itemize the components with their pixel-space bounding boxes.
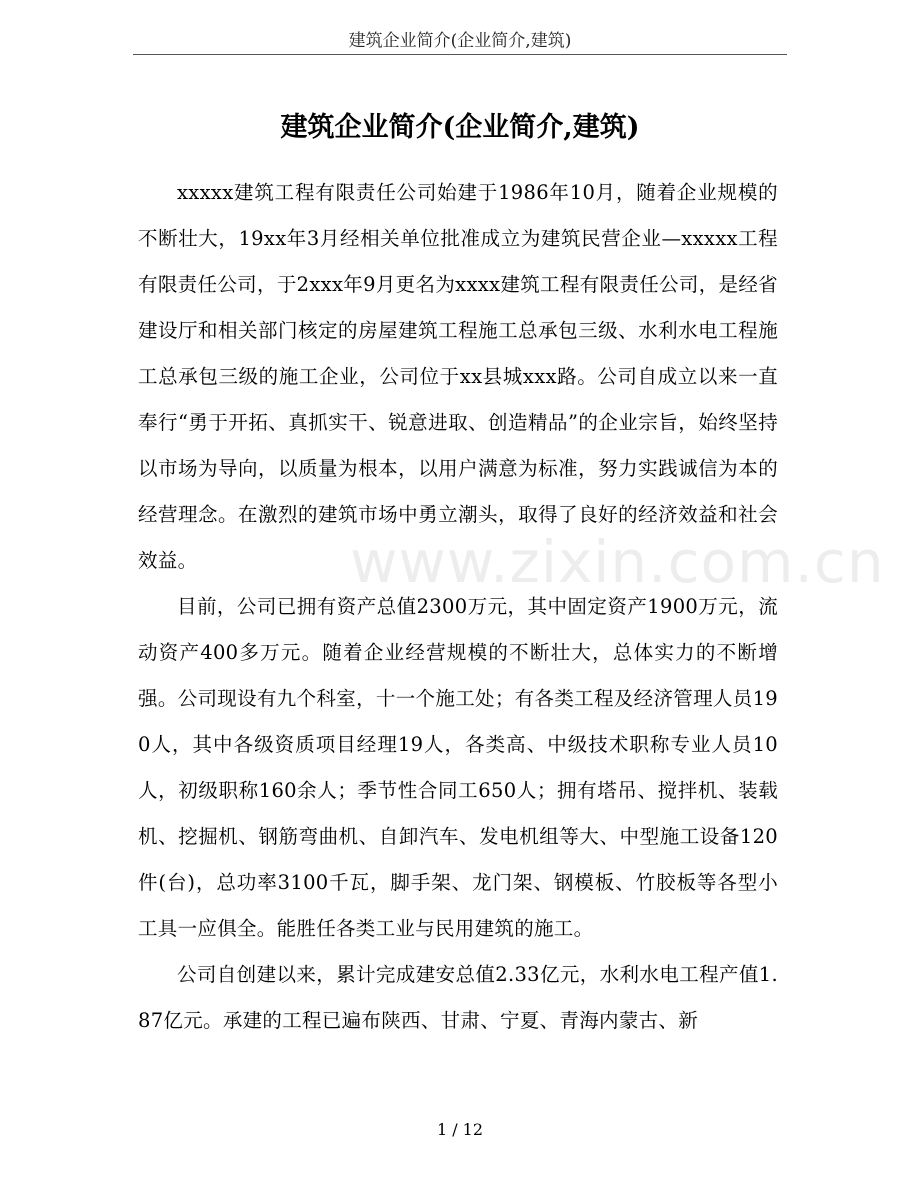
document-body bbox=[138, 170, 778, 1044]
running-header: 建筑企业简介(企业简介,建筑) bbox=[348, 31, 572, 51]
paragraph-2: 目前，公司已拥有资产总值2300万元，其中固定资产1900万元，流动资产400多万元。随着企业经营规模的不断壮大，总体实力的不断增强。公司现设有九个科室，十一个施工处；有各类工程及经济管理人员190人，其中各级资质项目经理19人，各类高、中级技术职称专业人员10人，初级职称160余人；季节性合同工650人；拥有塔吊、搅拌机、装载机、挖掘机、钢筋弯曲机、自卸汽车、发电机组等大、中型施工设备120件(台)，总功率3100千瓦，脚手架、龙门架、钢模板、竹胶板等各型小工具一应俱全。能胜任各类工业与民用建筑的施工。 bbox=[138, 595, 778, 940]
paragraph-1: xxxxx建筑工程有限责任公司始建于1986年10月，随着企业规模的不断壮大，19xx年3月经相关单位批准成立为建筑民营企业—xxxxx工程有限责任公司，于2xxx年9月更名为xxxx建筑工程有限责任公司，是经省建设厅和相关部门核定的房屋建筑工程施工总承包三级、水利水电工程施工总承包三级的施工企业，公司位于xx县城xxx路。公司自成立以来一直奉行“勇于开拓、真抓实干、锐意进取、创造精品”的企业宗旨，始终坚持以市场为导向，以质量为根本，以用户满意为标准，努力实践诚信为本的经营理念。在激烈的建筑市场中勇立潮头，取得了良好的经济效益和社会效益。 bbox=[138, 181, 778, 572]
page-number: 1 / 12 bbox=[436, 1120, 484, 1139]
watermark: www.zixin.com.cn bbox=[350, 528, 885, 596]
document-title: 建筑企业简介(企业简介,建筑) bbox=[280, 112, 640, 143]
paragraph-3: 公司自创建以来，累计完成建安总值2.33亿元，水利水电工程产值1.87亿元。承建的工程已遍布陕西、甘肃、宁夏、青海内蒙古、新 bbox=[138, 963, 778, 1032]
header-divider bbox=[133, 54, 787, 55]
